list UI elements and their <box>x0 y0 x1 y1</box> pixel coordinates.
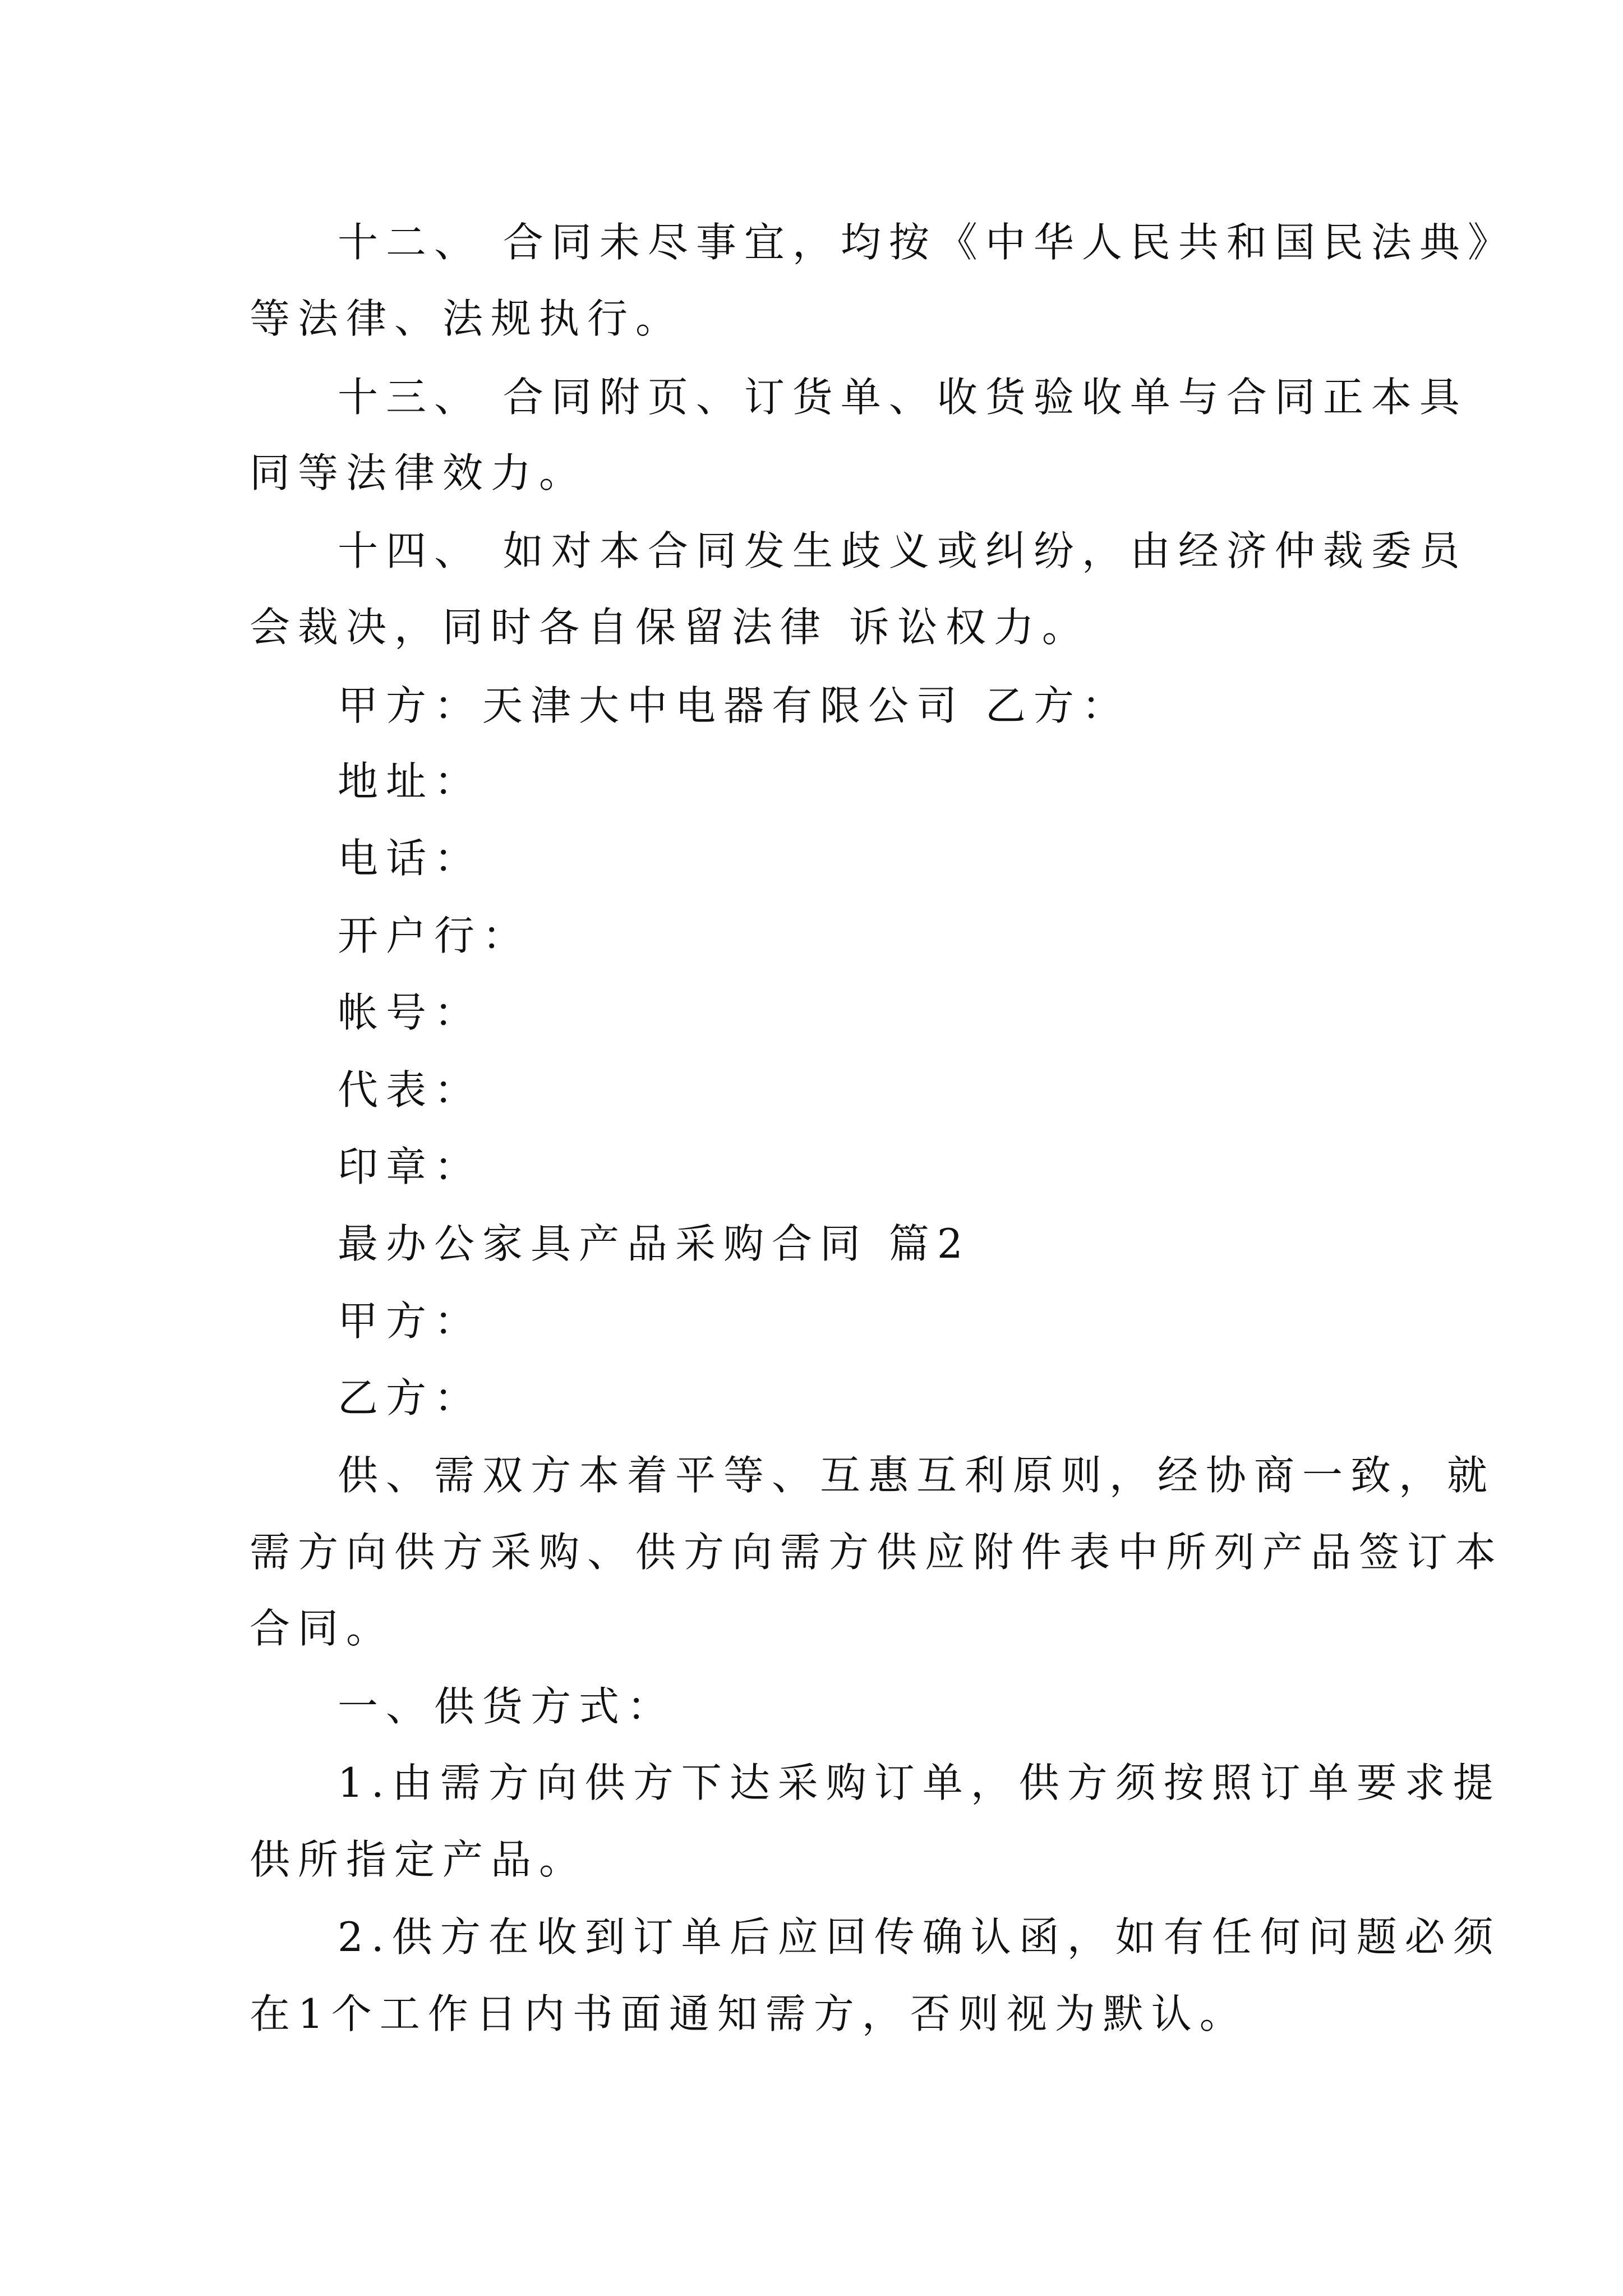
section-2-party-a: 甲方： <box>338 1297 483 1345</box>
clause-12-line-2: 等法律、法规执行。 <box>250 295 684 342</box>
item-2-line-2: 在1个工作日内书面通知需方，否则视为默认。 <box>250 1990 1248 2037</box>
intro-line-3: 合同。 <box>250 1605 395 1652</box>
clause-13-line-2: 同等法律效力。 <box>250 449 588 496</box>
account-label: 帐号： <box>338 989 483 1036</box>
representative-label: 代表： <box>338 1066 483 1114</box>
seal-label: 印章： <box>338 1143 483 1190</box>
clause-14-line-2: 会裁决，同时各自保留法律 诉讼权力。 <box>250 604 1090 651</box>
clause-14-line-1: 十四、 如对本合同发生歧义或纠纷，由经济仲裁委员 <box>338 527 1468 574</box>
bank-label: 开户行： <box>338 912 531 959</box>
clause-12-line-1: 十二、 合同未尽事宜，均按《中华人民共和国民法典》 <box>338 219 1516 266</box>
item-2-line-1: 2.供方在收到订单后应回传确认函，如有任何问题必须 <box>338 1913 1501 1961</box>
supply-method-heading: 一、供货方式： <box>338 1683 676 1730</box>
item-1-line-1: 1.由需方向供方下达采购订单，供方须按照订单要求提 <box>338 1759 1501 1806</box>
section-2-party-b: 乙方： <box>338 1374 483 1421</box>
clause-13-line-1: 十三、 合同附页、订货单、收货验收单与合同正本具 <box>338 374 1468 421</box>
intro-line-2: 需方向供方采购、供方向需方供应附件表中所列产品签订本 <box>250 1529 1504 1576</box>
section-2-heading: 最办公家具产品采购合同 篇2 <box>338 1220 971 1267</box>
party-a-line: 甲方：天津大中电器有限公司 乙方： <box>338 682 1130 729</box>
address-label: 地址： <box>338 758 483 805</box>
intro-line-1: 供、需双方本着平等、互惠互利原则，经协商一致，就 <box>338 1452 1496 1499</box>
phone-label: 电话： <box>338 835 483 882</box>
item-1-line-2: 供所指定产品。 <box>250 1836 588 1883</box>
